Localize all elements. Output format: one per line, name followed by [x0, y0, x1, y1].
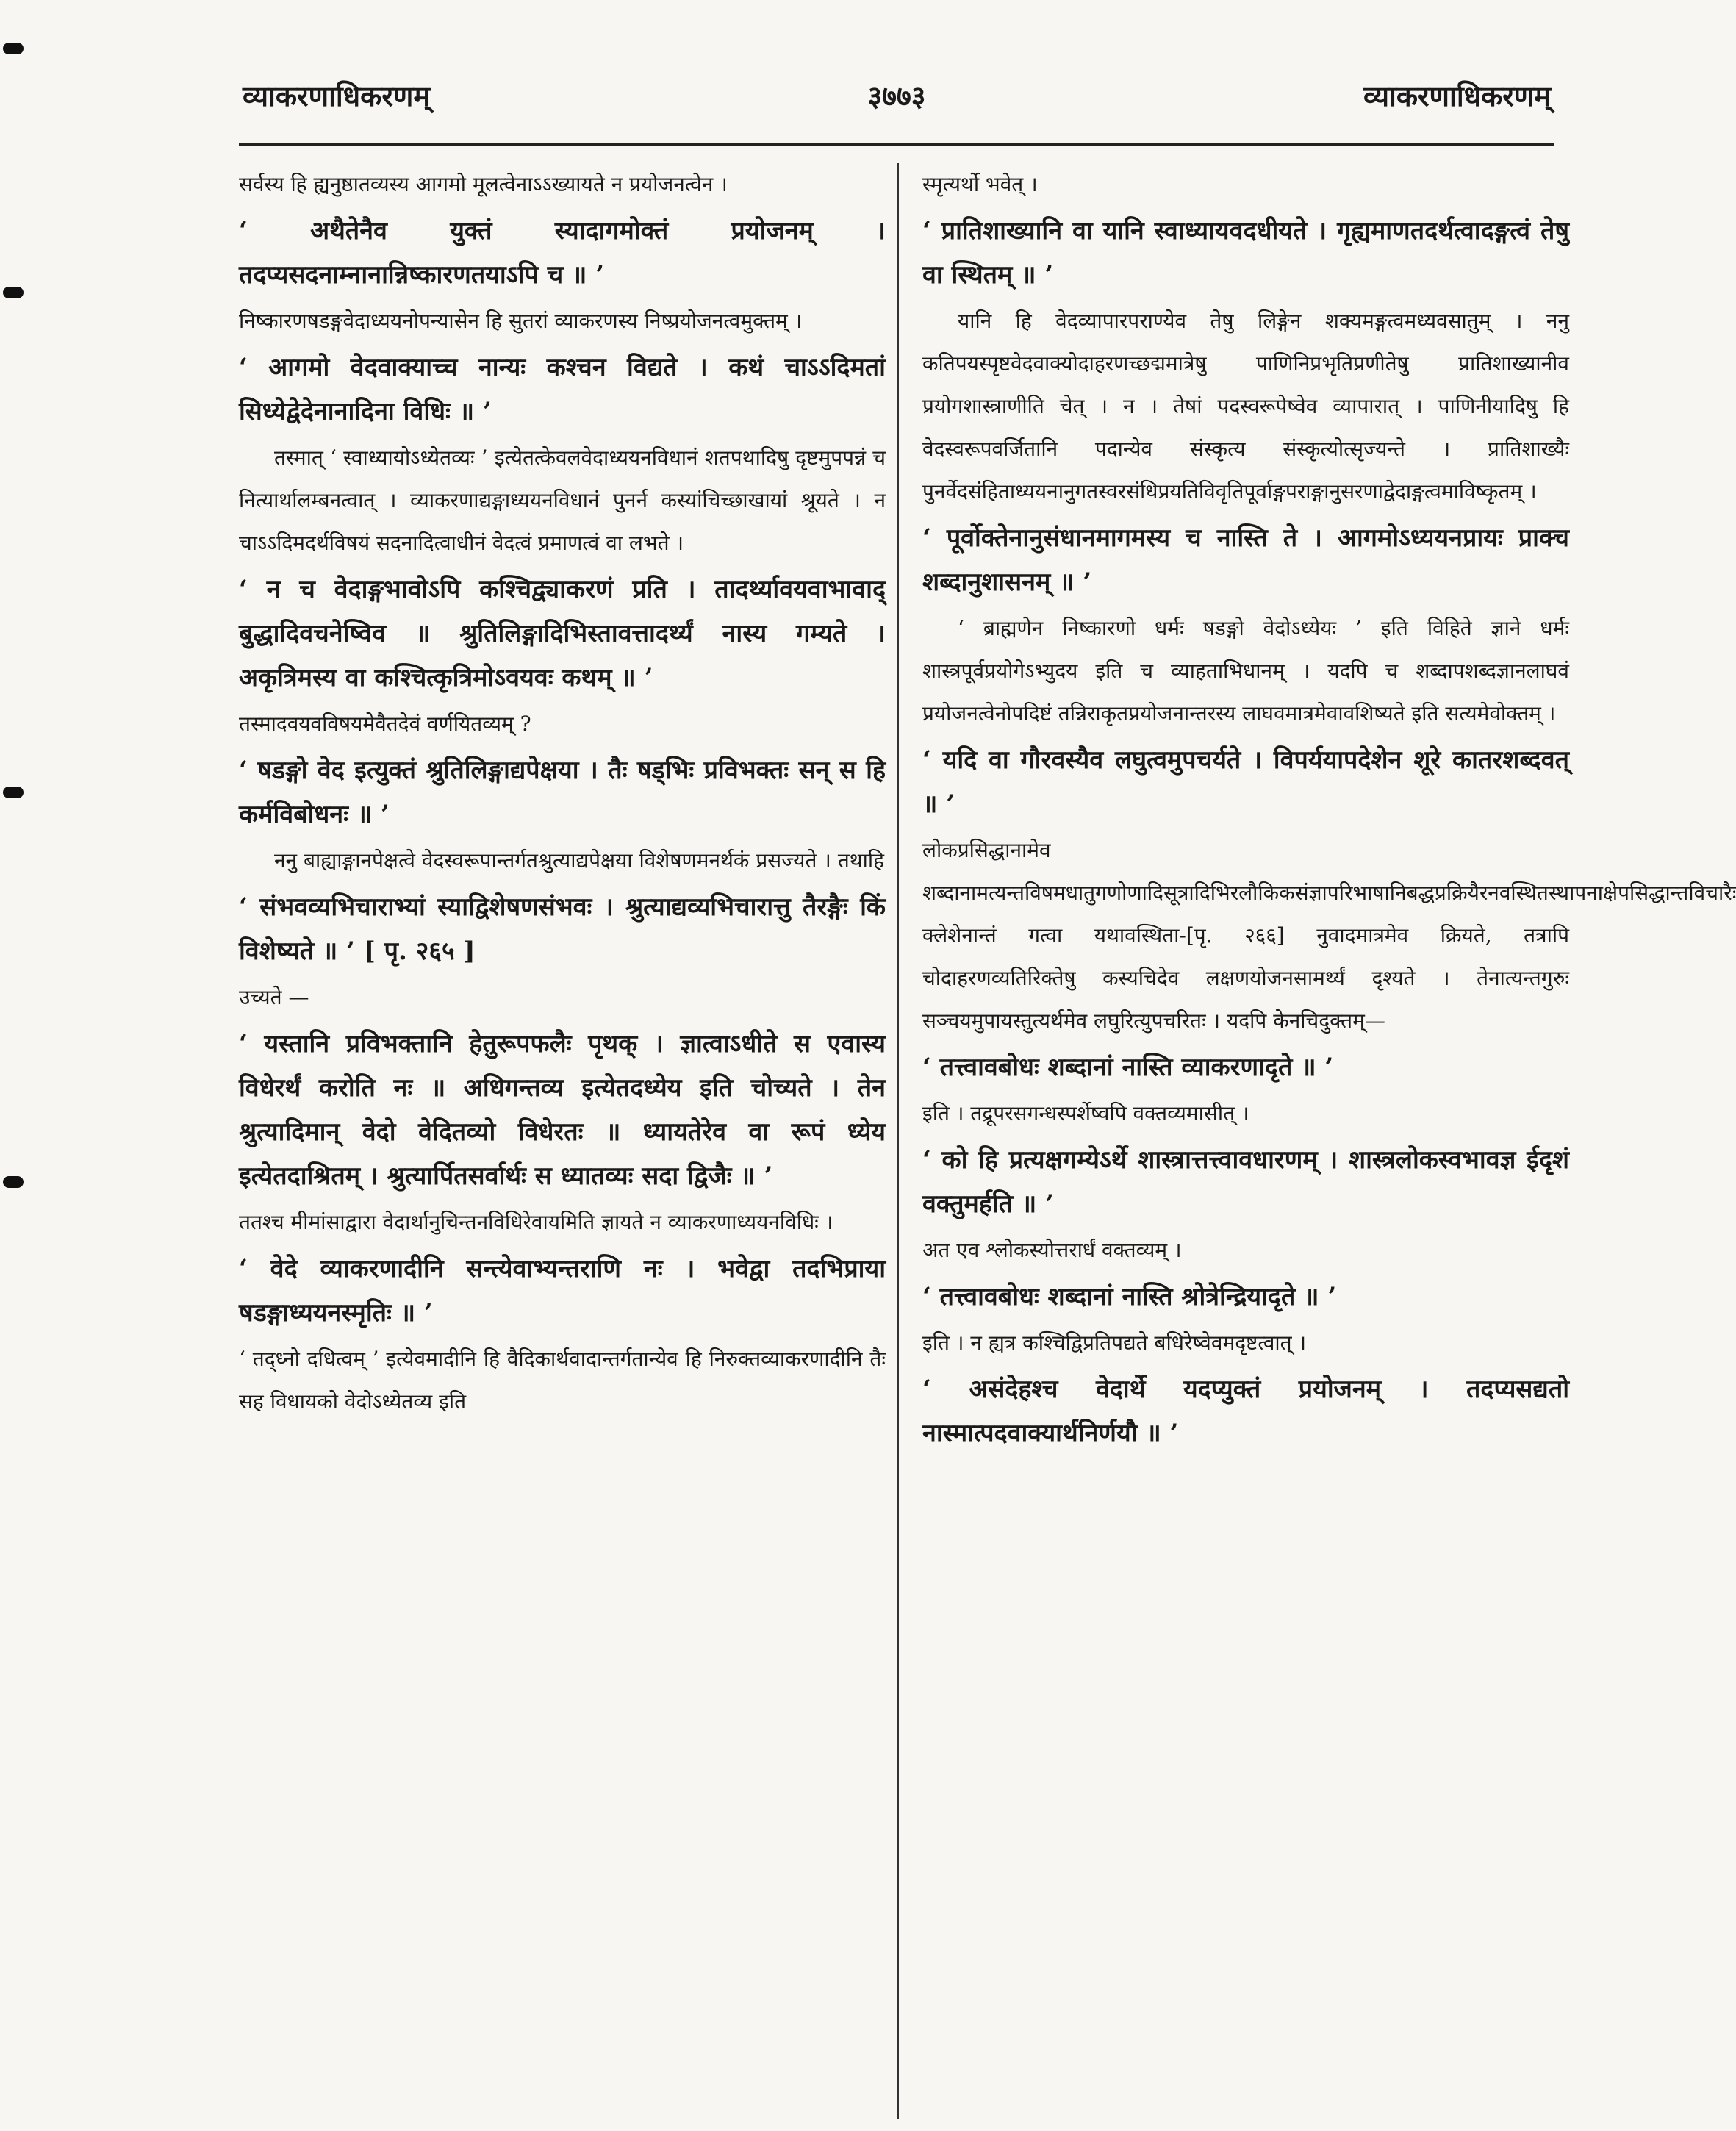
prose-paragraph: यानि हि वेदव्यापारपराण्येव तेषु लिङ्गेन शक्यमङ्गत्वमध्यवसातुम् । ननु कतिपयस्पृष्टवेदवाक्योदाहरणच्छद्ममात्रेषु पाणिनिप्रभृतिप्रणीतेषु प्रातिशाख्यानीव प्रयोगशास्त्राणीति चेत् । न । तेषां पदस्वरूपेष्वेव व्यापारात् । पाणिनीयादिषु हि वेदस्वरूपवर्जितानि पदान्येव संस्कृत्य संस्कृत्योत्सृज्यन्ते । प्रातिशाख्यैः पुनर्वेदसंहिताध्ययनानुगतस्वरसंधिप्रयतिविवृतिपूर्वाङ्गपराङ्गानुसरणाद्वेदाङ्गत्वमाविष्कृतम् ।	[922, 309, 1569, 504]
verse-paragraph: ‘ संभवव्यभिचाराभ्यां स्याद्विशेषणसंभवः । श्रुत्याद्यव्यभिचारात्तु तैरङ्गैः किं विशेष्यते ॥ ’ [ पृ. २६५ ]	[239, 892, 886, 966]
verse-paragraph: ‘ को हि प्रत्यक्षगम्येऽर्थे शास्त्रात्तत्त्वावधारणम् । शास्त्रलोकस्वभावज्ञ ईदृशं वक्तुमर्हति ॥ ’	[922, 1145, 1569, 1219]
verse-paragraph: ‘ यदि वा गौरवस्यैव लघुत्वमुपचर्यते । विपर्ययापदेशेन शूरे कातरशब्दवत् ॥ ’	[922, 745, 1569, 819]
prose-paragraph: ‘ ब्राह्मणेन निष्कारणो धर्मः षडङ्गो वेदोऽध्येयः ’ इति विहिते ज्ञाने धर्मः शास्त्रपूर्वप्रयोगेऽभ्युदय इति च व्याहताभिधानम् । यदपि च शब्दापशब्दज्ञानलाघवं प्रयोजनत्वेनोपदिष्टं तन्निराकृतप्रयोजनान्तरस्य लाघवमात्रमेवावशिष्यते इति सत्यमेवोक्तम् ।	[922, 616, 1569, 726]
column-divider	[897, 163, 899, 2119]
prose-paragraph: तस्मात् ‘ स्वाध्यायोऽध्येतव्यः ’ इत्येतत्केवलवेदाध्ययनविधानं शतपथादिषु दृष्टमुपपन्नं च नित्यार्थालम्बनत्वात् । व्याकरणाद्यङ्गाध्ययनविधानं पुनर्न कस्यांचिच्छाखायां श्रूयते । न चाऽऽदिमदर्थविषयं सदनादित्वाधीनं वेदत्वं प्रमाणत्वं वा लभते ।	[239, 445, 886, 555]
margin-mark	[3, 1176, 24, 1188]
verse-paragraph: ‘ यस्तानि प्रविभक्तानि हेतुरूपफलैः पृथक् । ज्ञात्वाऽधीते स एवास्य विधेरर्थं करोति नः ॥ अधिगन्तव्य इत्येतदध्येय इति चोच्यते । तेन श्रुत्यादिमान् वेदो वेदितव्यो विधेरतः ॥ ध्यायतेरेव वा रूपं ध्येय इत्येतदाश्रितम् । श्रुत्यार्पितसर्वार्थः स ध्यातव्यः सदा द्विजैः ॥ ’	[239, 1029, 886, 1191]
verse-paragraph: ‘ तत्त्वावबोधः शब्दानां नास्ति श्रोत्रेन्द्रियादृते ॥ ’	[922, 1282, 1337, 1311]
header-right-title: व्याकरणाधिकरणम्	[1363, 79, 1551, 112]
header-left-title: व्याकरणाधिकरणम्	[243, 79, 431, 112]
prose-paragraph: लोकप्रसिद्धानामेव शब्दानामत्यन्तविषमधातुगणोणादिसूत्रादिभिरलौकिकसंज्ञापरिभाषानिबद्धप्रक्रियैरनवस्थितस्थापनाक्षेपसिद्धान्तविचारैः क्लेशेनान्तं गत्वा यथावस्थिता-[पृ. २६६] नुवादमात्रमेव क्रियते, तत्रापि चोदाहरणव्यतिरिक्तेषु कस्यचिदेव लक्षणयोजनसामर्थ्यं दृश्यते । तेनात्यन्तगुरुः सञ्चयमुपायस्तुत्यर्थमेव लघुरित्युपचरितः । यदपि केनचिदुक्तम्—	[922, 838, 1736, 1033]
verse-paragraph: ‘ असंदेहश्च वेदार्थे यदप्युक्तं प्रयोजनम् । तदप्यसद्यतो नास्मात्पदवाक्यार्थनिर्णयौ ॥ ’	[922, 1375, 1569, 1448]
prose-paragraph: सर्वस्य हि ह्यनुष्ठातव्यस्य आगमो मूलत्वेनाऽऽख्यायते न प्रयोजनत्वेन ।	[239, 172, 728, 196]
verse-paragraph: ‘ आगमो वेदवाक्याच्च नान्यः कश्चन विद्यते । कथं चाऽऽदिमतां सिध्येद्वेदेनानादिना विधिः ॥ ’	[239, 353, 886, 426]
prose-paragraph: ननु बाह्याङ्गानपेक्षत्वे वेदस्वरूपान्तर्गतश्रुत्याद्यपेक्षया विशेषणमनर्थकं प्रसज्यते । तथाहि	[274, 848, 885, 873]
verse-paragraph: ‘ न च वेदाङ्गभावोऽपि कश्चिद्व्याकरणं प्रति । तादर्थ्यावयवाभावाद् बुद्धादिवचनेष्विव ॥ श्रुतिलिङ्गादिभिस्तावत्तादर्थ्यं नास्य गम्यते । अकृत्रिमस्य वा कश्चित्कृत्रिमोऽवयवः कथम् ॥ ’	[239, 575, 886, 692]
verse-paragraph: ‘ वेदे व्याकरणादीनि सन्त्येवाभ्यन्तराणि नः । भवेद्वा तदभिप्राया षडङ्गाध्ययनस्मृतिः ॥ ’	[239, 1254, 886, 1328]
header-rule	[239, 143, 1554, 146]
margin-mark	[3, 787, 24, 798]
left-column	[239, 163, 886, 2104]
verse-paragraph: ‘ पूर्वोक्तेनानुसंधानमागमस्य च नास्ति ते । आगमोऽध्ययनप्रायः प्राक्च शब्दानुशासनम् ॥ ’	[922, 523, 1569, 597]
verse-paragraph: ‘ अथैतेनैव युक्तं स्यादागमोक्तं प्रयोजनम् । तदप्यसदनाम्नानान्निष्कारणतयाऽपि च ॥ ’	[239, 216, 886, 290]
prose-paragraph: अत एव श्लोकस्योत्तरार्धं वक्तव्यम् ।	[922, 1238, 1182, 1262]
prose-paragraph: ‘ तद्ध्नो दधित्वम् ’ इत्येवमादीनि हि वैदिकार्थवादान्तर्गतान्येव हि निरुक्तव्याकरणादीनि तैः सह विधायको वेदोऽध्येतव्य इति	[239, 1347, 886, 1414]
verse-paragraph: ‘ षडङ्गो वेद इत्युक्तं श्रुतिलिङ्गाद्यपेक्षया । तैः षड्भिः प्रविभक्तः सन् स हि कर्मविबोधनः ॥ ’	[239, 756, 886, 829]
running-header	[243, 76, 1551, 121]
prose-paragraph: निष्कारणषडङ्गवेदाध्ययनोपन्यासेन हि सुतरां व्याकरणस्य निष्प्रयोजनत्वमुक्तम् ।	[239, 309, 803, 333]
prose-paragraph: उच्यते —	[239, 985, 309, 1009]
verse-paragraph: ‘ तत्त्वावबोधः शब्दानां नास्ति व्याकरणादृते ॥ ’	[922, 1053, 1334, 1082]
prose-paragraph: तस्मादवयवविषयमेवैतदेवं वर्णयितव्यम् ?	[239, 712, 531, 736]
prose-paragraph: ततश्च मीमांसाद्वारा वेदार्थानुचिन्तनविधिरेवायमिति ज्ञायते न व्याकरणाध्ययनविधिः ।	[239, 1210, 833, 1234]
prose-paragraph: इति । न ह्यत्र कश्चिद्विप्रतिपद्यते बधिरेष्वेवमदृष्टत्वात् ।	[922, 1330, 1307, 1355]
margin-mark	[3, 287, 24, 298]
right-column	[922, 163, 1736, 2104]
prose-paragraph: इति । तद्रूपरसगन्धस्पर्शेष्वपि वक्तव्यमासीत् ।	[922, 1101, 1249, 1125]
margin-mark	[3, 43, 24, 54]
page-number: ३७७३	[867, 79, 926, 112]
prose-paragraph: स्मृत्यर्थो भवेत् ।	[922, 172, 1038, 196]
verse-paragraph: ‘ प्रातिशाख्यानि वा यानि स्वाध्यायवदधीयते । गृह्यमाणतदर्थत्वादङ्गत्वं तेषु वा स्थितम् ॥ ’	[922, 216, 1569, 290]
